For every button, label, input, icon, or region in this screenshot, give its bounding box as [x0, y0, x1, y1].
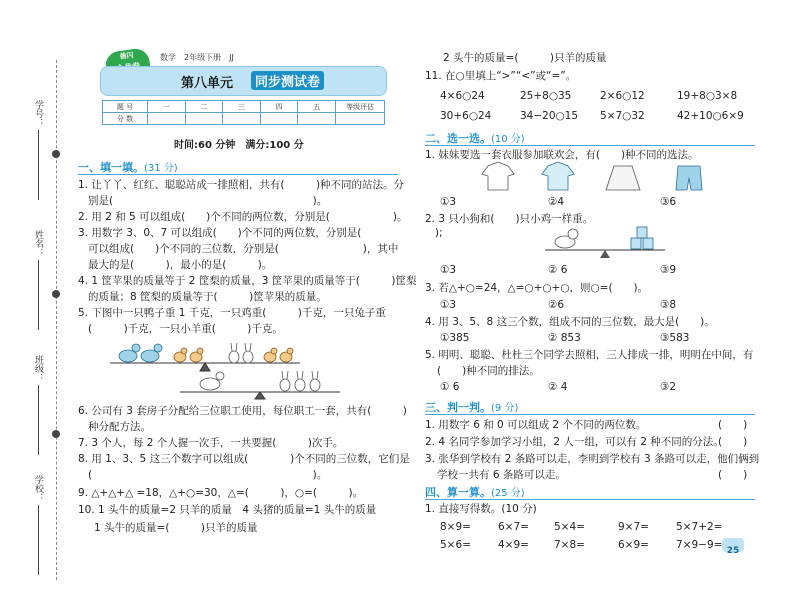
subject-line: 数学 2年级下册 JJ: [160, 53, 234, 62]
judge-2: 2. 4 名同学参加学习小组，2 人一组，可以有 2 种不同的分法。: [425, 436, 724, 448]
choice-1-option[interactable]: ③6: [660, 196, 677, 208]
student-id-label: 学号：: [33, 100, 43, 127]
question-3-cont: 可以组成( )个不同的三位数，分别是( )，其中: [88, 243, 399, 255]
score-table: [102, 100, 385, 125]
section-choose: 二、选一选。(10 分): [425, 132, 525, 145]
choice-1-option[interactable]: ②4: [548, 196, 565, 208]
header: [98, 44, 398, 151]
score-table-value-row: [103, 113, 385, 125]
choice-3: 3. 若△+○=24，△=○+○+○，则○=( )。: [425, 282, 649, 294]
choice-2-option[interactable]: ② 6: [548, 264, 568, 276]
score-cell: 一: [148, 101, 186, 113]
dog-icon: [555, 229, 578, 248]
judge-3-answer[interactable]: ( ): [718, 469, 748, 481]
choice-4-option[interactable]: ② 853: [548, 332, 581, 344]
name-blank[interactable]: [38, 260, 40, 330]
choice-3-option[interactable]: ③8: [660, 299, 677, 311]
balance-illustration: [110, 336, 370, 400]
score-cell[interactable]: [260, 113, 298, 125]
binding-margin: [0, 0, 70, 599]
calc-item[interactable]: 7×9−9=: [676, 539, 723, 551]
duck-icon: [119, 344, 162, 362]
cube-icon: [631, 227, 653, 249]
choice-5-option[interactable]: ② 4: [548, 381, 568, 393]
question-4-cont: 的质量；8 筐梨的质量等于( )筐苹果的质量。: [88, 291, 327, 303]
test-name-title: 同步测试卷: [251, 71, 324, 90]
judge-3: 3. 张华到学校有 2 条路可以走，李明到学校有 3 条路可以走，他们俩到: [425, 453, 760, 465]
question-7: 7. 3 个人，每 2 个人握一次手，一共要握( )次手。: [78, 437, 344, 449]
score-cell: 四: [260, 101, 298, 113]
score-cell[interactable]: [223, 113, 261, 125]
question-1: 1. 让丫丫、红红、聪聪站成一排照相，共有( )种不同的站法。分: [78, 179, 405, 191]
question-10-cont: 1 头牛的质量=( )只羊的质量: [94, 522, 258, 534]
score-cell[interactable]: [185, 113, 223, 125]
choice-4-option[interactable]: ①385: [440, 332, 470, 344]
rabbit-icon: [280, 371, 320, 391]
clothes-illustration: [478, 162, 728, 192]
calc-item[interactable]: 8×9=: [440, 521, 471, 533]
title-banner: [100, 66, 387, 96]
calc-question-1: 1. 直接写得数。(10 分): [425, 503, 537, 515]
calc-item[interactable]: 5×4=: [554, 521, 585, 533]
score-cell: 分 数: [103, 113, 148, 125]
question-11: 11. 在○里填上“>”“<”或“=”。: [425, 70, 577, 82]
choice-1-option[interactable]: ①3: [440, 196, 457, 208]
score-cell[interactable]: [336, 113, 385, 125]
question-5: 5. 下图中一只鸭子重 1 千克，一只鸡重( )千克，一只兔子重: [78, 307, 386, 319]
cut-mark: [52, 290, 60, 298]
score-cell: 等级评估: [336, 101, 385, 113]
calc-item[interactable]: 6×9=: [618, 539, 649, 551]
question-10: 10. 1 头牛的质量=2 只羊的质量 4 头猪的质量=1 头牛的质量: [78, 504, 377, 516]
judge-1-answer[interactable]: ( ): [718, 419, 748, 431]
score-cell: 题 号: [103, 101, 148, 113]
goat-icon: [200, 372, 224, 390]
question-1-cont: 别是( )。: [88, 195, 328, 207]
choice-3-option[interactable]: ②6: [548, 299, 565, 311]
choice-5: 5. 明明、聪聪、杜杜三个同学去照相，三人排成一排，明明在中间，有: [425, 349, 754, 361]
section-underline: [425, 499, 755, 500]
question-8: 8. 用 1、3、5 这三个数字可以组成( )个不同的三位数，它们是: [78, 453, 410, 465]
choice-5-option[interactable]: ① 6: [440, 381, 460, 393]
question-2: 2. 用 2 和 5 可以组成( )个不同的两位数，分别是( )。: [78, 211, 408, 223]
calc-item[interactable]: 4×9=: [498, 539, 529, 551]
section-underline: [425, 145, 755, 146]
section-underline: [78, 174, 398, 175]
score-cell[interactable]: [298, 113, 336, 125]
calc-item[interactable]: 5×6=: [440, 539, 471, 551]
compare-item[interactable]: 34−20○15: [520, 110, 579, 122]
name-label: 姓名：: [33, 230, 43, 257]
cut-line: [56, 60, 57, 580]
compare-item[interactable]: 25+8○35: [520, 90, 572, 102]
compare-item[interactable]: 5×7○32: [600, 110, 645, 122]
compare-item[interactable]: 42+10○6×9: [677, 110, 744, 122]
compare-item[interactable]: 30+6○24: [440, 110, 492, 122]
page-number-badge: [722, 538, 744, 556]
choice-2: 2. 3 只小狗和( )只小鸡一样重。: [425, 213, 594, 225]
student-id-blank[interactable]: [38, 130, 40, 200]
calc-item[interactable]: 5×7+2=: [676, 521, 723, 533]
rabbit-icon: [229, 343, 253, 363]
question-8-cont: ( )。: [88, 469, 328, 481]
class-label: 班级：: [33, 355, 43, 382]
judge-3-cont: 学校一共有 6 条路可以走。: [437, 469, 566, 481]
time-info: 时间:60 分钟 满分:100 分: [174, 140, 304, 151]
score-table-header-row: [103, 101, 385, 113]
question-3-cont2: 最大的是( )，最小的是( )。: [88, 259, 273, 271]
shirt-icon: [542, 162, 574, 190]
score-cell: 五: [298, 101, 336, 113]
page-number: 25: [726, 546, 740, 556]
choice-5-cont: ( )种不同的排法。: [437, 365, 540, 377]
section-judge: 三、判一判。(9 分): [425, 401, 519, 414]
skirt-icon: [606, 166, 640, 190]
calc-item[interactable]: 9×7=: [618, 521, 649, 533]
score-cell[interactable]: [148, 113, 186, 125]
compare-item[interactable]: 2×6○12: [600, 90, 645, 102]
choice-1: 1. 妹妹要选一套衣服参加联欢会，有( )种不同的选法。: [425, 149, 699, 161]
question-4: 4. 1 筐苹果的质量等于 2 筐梨的质量，3 筐苹果的质量等于( )筐梨: [78, 275, 417, 287]
seesaw-2: [180, 392, 340, 399]
seesaw-1: [110, 363, 300, 371]
section-fill: 一、填一填。(31 分): [78, 161, 178, 174]
question-3: 3. 用数字 3、0、7 可以组成( )个不同的两位数，分别是( );: [78, 227, 443, 239]
choice-4: 4. 用 3、5、8 这三个数，组成不同的三位数，最大是( )。: [425, 316, 715, 328]
section-calc: 四、算一算。(25 分): [425, 486, 525, 499]
choice-4-option[interactable]: ③583: [660, 332, 690, 344]
chicken-icon: [174, 348, 203, 362]
score-cell: 二: [185, 101, 223, 113]
choice-3-option[interactable]: ①3: [440, 299, 457, 311]
logo-top-text: 善闪: [119, 51, 135, 62]
school-label: 学校：: [33, 475, 43, 502]
dog-chick-balance: [545, 226, 665, 260]
school-blank[interactable]: [38, 505, 40, 575]
choice-5-option[interactable]: ③2: [660, 381, 677, 393]
class-blank[interactable]: [38, 385, 40, 455]
judge-1: 1. 用数字 6 和 0 可以组成 2 个不同的两位数。: [425, 419, 647, 431]
shirt-icon: [482, 162, 514, 190]
question-6-cont: 种分配方法。: [88, 421, 151, 433]
compare-item[interactable]: 4×6○24: [440, 90, 485, 102]
unit-title: 第八单元: [181, 76, 234, 91]
compare-item[interactable]: 19+8○3×8: [677, 90, 738, 102]
choice-2-option[interactable]: ①3: [440, 264, 457, 276]
cut-mark: [52, 150, 60, 158]
question-10-cont2: 2 头牛的质量=( )只羊的质量: [443, 52, 607, 64]
chicken-icon: [264, 348, 293, 362]
cut-mark: [52, 430, 60, 438]
score-cell: 三: [223, 101, 261, 113]
choice-2-option[interactable]: ③9: [660, 264, 677, 276]
shorts-icon: [676, 166, 702, 190]
question-5-cont: ( )千克，一只小羊重( )千克。: [88, 323, 283, 335]
section-underline: [425, 414, 755, 415]
calc-item[interactable]: 6×7=: [498, 521, 529, 533]
judge-2-answer[interactable]: ( ): [718, 436, 748, 448]
question-9: 9. △+△+△ =18，△+○=30，△=( )，○=( )。: [78, 487, 364, 499]
question-6: 6. 公司有 3 套房子分配给三位职工使用，每位职工一套，共有( ): [78, 405, 407, 417]
calc-item[interactable]: 7×8=: [554, 539, 585, 551]
